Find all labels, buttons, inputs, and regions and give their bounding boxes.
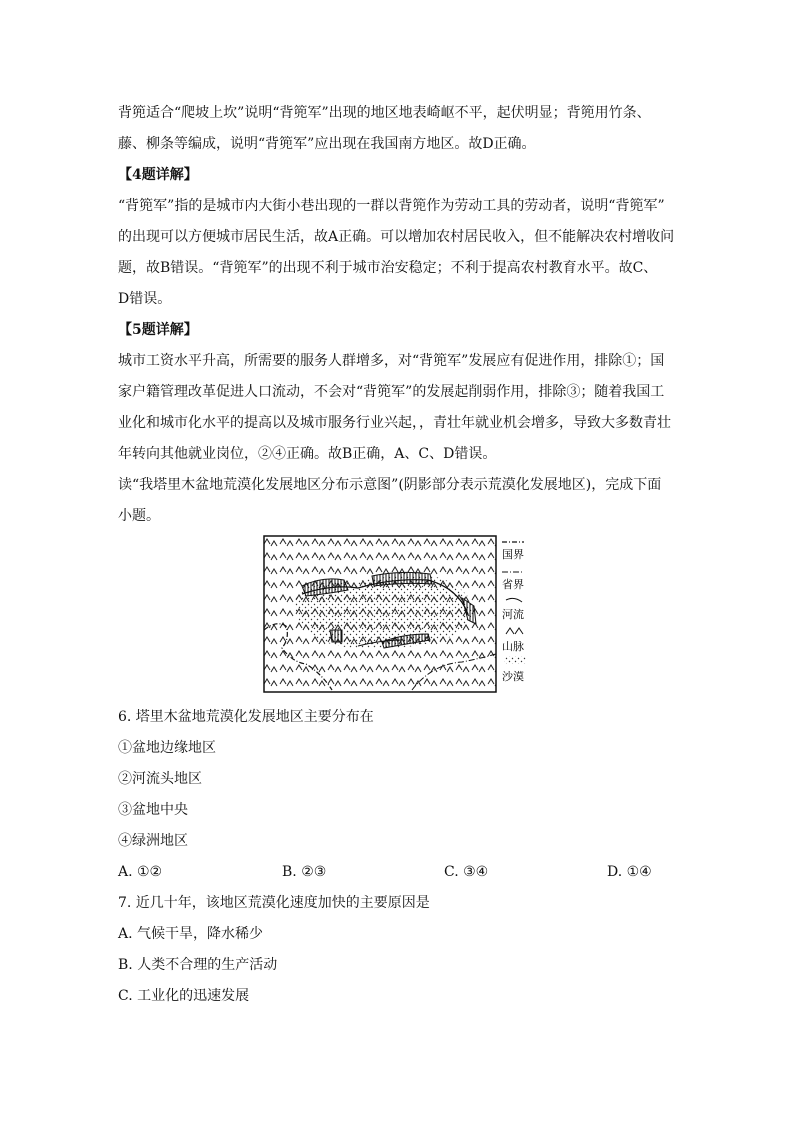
q4-explanation [118, 191, 680, 315]
legend-label-provincial-border: 省界 [502, 578, 524, 591]
q6-option-d: D. ①④ [607, 864, 652, 880]
text-line: D错误。 [118, 291, 172, 307]
tarim-basin-map-figure [262, 534, 532, 696]
q6-item: ①盆地边缘地区 [118, 740, 216, 756]
q4-heading: 【4题详解】 [118, 167, 198, 183]
q7-option-c: C. 工业化的迅速发展 [118, 988, 250, 1004]
text-line: 藤、柳条等编成，说明“背篼军”应出现在我国南方地区。故D正确。 [118, 136, 536, 152]
q7-block [118, 888, 680, 1012]
legend-label-national-border: 国界 [502, 548, 524, 561]
q6-block [118, 702, 680, 857]
q7-stem: 7. 近几十年，该地区荒漠化速度加快的主要原因是 [118, 895, 430, 911]
text-line: “背篼军”指的是城市内大街小巷出现的一群以背篼作为劳动工具的劳动者，说明“背篼军” [118, 198, 665, 214]
q5-explanation [118, 346, 680, 470]
text-line: 年转向其他就业岗位，②④正确。故B正确，A、C、D错误。 [118, 446, 497, 462]
desertification-zone-southwest [330, 630, 342, 642]
text-line: 业化和城市化水平的提高以及城市服务行业兴起，，青壮年就业机会增多，导致大多数青壮 [118, 415, 671, 431]
q5-heading: 【5题详解】 [118, 322, 198, 338]
q6-option-b: B. ②③ [282, 864, 327, 880]
q6-item: ②河流头地区 [118, 771, 202, 787]
q7-option-a: A. 气候干旱，降水稀少 [118, 926, 264, 942]
map-svg [262, 534, 532, 696]
text-line: 家户籍管理改革促进人口流动，不会对“背篼军”的发展起削弱作用，排除③；随着我国工 [118, 384, 665, 400]
legend-desert [502, 656, 526, 683]
q3-explanation [118, 98, 680, 160]
text-line: 背篼适合“爬坡上坎”说明“背篼军”出现的地区地表崎岖不平，起伏明显；背篼用竹条、 [118, 105, 651, 121]
q6-option-c: C. ③④ [444, 864, 489, 880]
q7-option-b: B. 人类不合理的生产活动 [118, 957, 278, 973]
text-line: 题，故B错误。“背篼军”的出现不利于城市治安稳定；不利于提高农村教育水平。故C、 [118, 260, 658, 276]
q6-item: ③盆地中央 [118, 802, 188, 818]
figure-intro [118, 470, 680, 532]
q6-options [118, 857, 678, 888]
legend-label-river: 河流 [502, 608, 524, 621]
text-line: 城市工资水平升高，所需要的服务人群增多，对“背篼军”发展应有促进作用，排除①；国 [118, 353, 665, 369]
legend-label-desert: 沙漠 [502, 670, 524, 683]
q6-item: ④绿洲地区 [118, 833, 188, 849]
text-line: 的出现可以方便城市居民生活，故A正确。可以增加农村居民收入，但不能解决农村增收问 [118, 229, 675, 245]
text-line: 读“我塔里木盆地荒漠化发展地区分布示意图”(阴影部分表示荒漠化发展地区)，完成下面 [118, 477, 662, 493]
q6-stem: 6. 塔里木盆地荒漠化发展地区主要分布在 [118, 709, 374, 725]
text-line: 小题。 [118, 508, 160, 524]
legend-label-mountain: 山脉 [502, 640, 524, 653]
q6-option-a: A. ①② [118, 864, 163, 880]
